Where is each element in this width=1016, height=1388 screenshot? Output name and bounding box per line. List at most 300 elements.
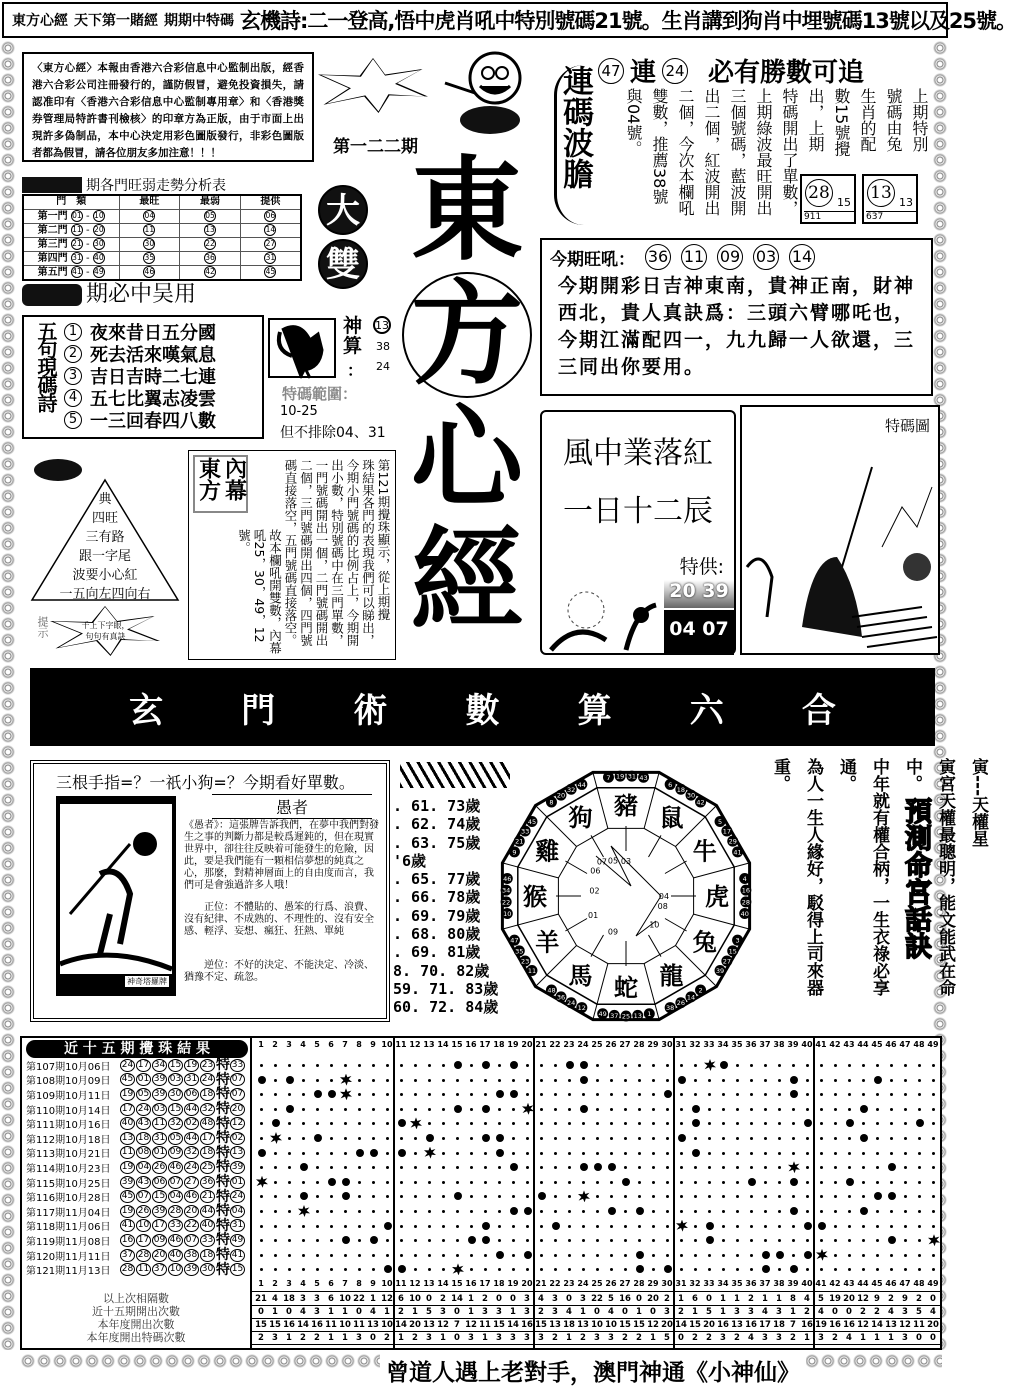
empty-dot bbox=[904, 1225, 907, 1228]
empty-dot bbox=[680, 1239, 683, 1242]
drawn-dot-mark bbox=[804, 1119, 812, 1127]
stat-value: 3 bbox=[524, 1307, 530, 1317]
empty-dot bbox=[568, 1210, 571, 1213]
empty-dot bbox=[498, 1108, 501, 1111]
stat-value: 1 bbox=[692, 1307, 698, 1317]
empty-dot bbox=[904, 1195, 907, 1198]
empty-dot bbox=[610, 1108, 613, 1111]
title-char: 方 bbox=[402, 272, 532, 398]
stat-value: 3 bbox=[496, 1333, 502, 1343]
drawn-dot-mark bbox=[454, 1192, 462, 1200]
empty-dot bbox=[638, 1239, 641, 1242]
empty-dot bbox=[274, 1152, 277, 1155]
line-number: 4 bbox=[64, 389, 82, 407]
empty-dot bbox=[722, 1239, 725, 1242]
lianma-column: 出，上期 bbox=[806, 88, 825, 152]
stat-value: 1 bbox=[776, 1294, 782, 1304]
col-number: 11 bbox=[395, 1040, 407, 1049]
drawn-dot-mark bbox=[524, 1207, 532, 1215]
stat-value: 3 bbox=[776, 1333, 782, 1343]
drawn-dot-mark bbox=[300, 1192, 308, 1200]
number-ball: 13 bbox=[231, 1147, 244, 1158]
stat-value: 1 bbox=[468, 1294, 474, 1304]
empty-dot bbox=[456, 1181, 459, 1184]
door-value bbox=[240, 237, 301, 251]
stat-value: 3 bbox=[594, 1333, 600, 1343]
disclaimer-text: 〈東方心經〉本報由香港六合彩信息中心監制出版，經香港六合彩公司注冊發行的，謹防假冒，避免投資損失，請認准印有〈香港六合彩信息中心監制專用章〉和〈香港獎券管理局特許書刊檢核〉的印章方為正版，由于市面上出現許多偽制品，本中心決定用彩色圖版發行，非彩色圖版者都為假冒，請各位朋友多加注意！！！ bbox=[32, 62, 304, 159]
zodiac-number: 32 bbox=[567, 785, 576, 794]
empty-dot bbox=[918, 1108, 921, 1111]
empty-dot bbox=[904, 1108, 907, 1111]
draw-date: 第108期10月09日 bbox=[26, 1076, 111, 1088]
number-ball: 09 bbox=[717, 244, 743, 270]
empty-dot bbox=[540, 1210, 543, 1213]
number-ball: 17 bbox=[137, 1059, 150, 1070]
empty-dot bbox=[736, 1108, 739, 1111]
col-number: 15 bbox=[451, 1040, 463, 1049]
col-number: 31 bbox=[675, 1040, 687, 1049]
empty-dot bbox=[778, 1152, 781, 1155]
banner bbox=[30, 668, 935, 746]
number-ball: 04 bbox=[169, 1191, 182, 1202]
drawn-dot-mark bbox=[888, 1236, 896, 1244]
card-small-number: 13 bbox=[899, 196, 913, 209]
door-name: 第三門 21 - 30 bbox=[23, 237, 119, 251]
empty-dot bbox=[736, 1093, 739, 1096]
col-number: 22 bbox=[549, 1279, 561, 1288]
empty-dot bbox=[610, 1064, 613, 1067]
card-code: 911 bbox=[804, 211, 854, 222]
stat-value: 9 bbox=[874, 1294, 880, 1304]
col-number: 7 bbox=[342, 1279, 348, 1288]
card-caption: 神奇塔羅牌 bbox=[124, 975, 170, 988]
number-ball: 22 bbox=[185, 1220, 198, 1231]
drawn-dot-mark bbox=[706, 1236, 714, 1244]
empty-dot bbox=[596, 1268, 599, 1271]
number-ball: 46 bbox=[169, 1161, 182, 1172]
drawn-dot-mark bbox=[398, 1119, 406, 1127]
empty-dot bbox=[596, 1225, 599, 1228]
number-ball: 39 bbox=[153, 1205, 166, 1216]
empty-dot bbox=[302, 1079, 305, 1082]
number-ball: 18 bbox=[201, 1147, 214, 1158]
drawn-dot-mark bbox=[538, 1192, 546, 1200]
zodiac-number: 48 bbox=[547, 986, 556, 995]
empty-dot bbox=[470, 1210, 473, 1213]
age-line: . 61. 73歲 bbox=[393, 797, 481, 815]
drawn-dot-mark bbox=[860, 1105, 868, 1113]
empty-dot bbox=[568, 1268, 571, 1271]
empty-dot bbox=[596, 1181, 599, 1184]
empty-dot bbox=[666, 1122, 669, 1125]
empty-dot bbox=[274, 1254, 277, 1257]
door-row bbox=[23, 251, 301, 265]
empty-dot bbox=[330, 1108, 333, 1111]
stat-value: 18 bbox=[283, 1294, 295, 1304]
empty-dot bbox=[372, 1122, 375, 1125]
tarot-title: 三根手指=？一祇小狗=？今期看好單數。 bbox=[56, 773, 355, 792]
col-number: 43 bbox=[843, 1279, 855, 1288]
col-number: 12 bbox=[409, 1040, 421, 1049]
empty-dot bbox=[414, 1093, 417, 1096]
drawn-dot-mark bbox=[510, 1207, 518, 1215]
col-number: 26 bbox=[605, 1040, 617, 1049]
special-star-mark bbox=[410, 1117, 422, 1129]
empty-dot bbox=[694, 1093, 697, 1096]
special-label: 特 bbox=[216, 1188, 230, 1205]
draw-date: 第110期10月14日 bbox=[26, 1105, 111, 1117]
drawn-dot-mark bbox=[258, 1076, 266, 1084]
number-ball: 28 bbox=[121, 1264, 134, 1275]
empty-dot bbox=[848, 1166, 851, 1169]
empty-dot bbox=[358, 1137, 361, 1140]
drawn-dot-mark bbox=[314, 1090, 322, 1098]
empty-dot bbox=[512, 1239, 515, 1242]
empty-dot bbox=[862, 1152, 865, 1155]
drawn-dot-mark bbox=[370, 1236, 378, 1244]
empty-dot bbox=[708, 1181, 711, 1184]
stat-value: 12 bbox=[647, 1320, 659, 1330]
empty-dot bbox=[932, 1210, 935, 1213]
empty-dot bbox=[526, 1181, 529, 1184]
col-number: 19 bbox=[507, 1040, 519, 1049]
age-line: . 65. 77歲 bbox=[393, 870, 481, 889]
col-number: 18 bbox=[493, 1279, 505, 1288]
empty-dot bbox=[708, 1137, 711, 1140]
stat-value: 3 bbox=[720, 1333, 726, 1343]
empty-dot bbox=[316, 1254, 319, 1257]
number-ball: 08 bbox=[137, 1147, 150, 1158]
door-row bbox=[23, 223, 301, 237]
empty-dot bbox=[932, 1268, 935, 1271]
number-ball: 17 bbox=[137, 1234, 150, 1245]
number-ball: 06 bbox=[265, 210, 276, 220]
drawn-dot-mark bbox=[482, 1061, 490, 1069]
col-number: 21 bbox=[535, 1279, 547, 1288]
stat-value: 4 bbox=[300, 1307, 306, 1317]
zodiac-number: 6 bbox=[668, 780, 673, 789]
stat-value: 15 bbox=[633, 1320, 645, 1330]
empty-dot bbox=[512, 1152, 515, 1155]
stat-value: 13 bbox=[731, 1320, 743, 1330]
col-number: 1 bbox=[258, 1279, 264, 1288]
number-ball: 10 bbox=[169, 1264, 182, 1275]
empty-dot bbox=[736, 1254, 739, 1257]
empty-dot bbox=[386, 1093, 389, 1096]
drawn-dot-mark bbox=[664, 1090, 672, 1098]
stat-value: 2 bbox=[538, 1307, 544, 1317]
stat-value: 4 bbox=[608, 1307, 614, 1317]
drawn-dot-mark bbox=[580, 1163, 588, 1171]
stat-value: 20 bbox=[703, 1320, 715, 1330]
draw-date: 第114期10月23日 bbox=[26, 1163, 111, 1175]
empty-dot bbox=[484, 1268, 487, 1271]
empty-dot bbox=[736, 1195, 739, 1198]
empty-dot bbox=[694, 1225, 697, 1228]
special-label: 特 bbox=[216, 1232, 230, 1249]
empty-dot bbox=[862, 1268, 865, 1271]
empty-dot bbox=[582, 1152, 585, 1155]
empty-dot bbox=[932, 1181, 935, 1184]
lianma-headline: 必有勝數可追 bbox=[708, 58, 865, 88]
number-ball: 11 bbox=[153, 1118, 166, 1129]
empty-dot bbox=[554, 1079, 557, 1082]
number-ball: 34 bbox=[153, 1059, 166, 1070]
empty-dot bbox=[596, 1254, 599, 1257]
stat-value: 2 bbox=[258, 1333, 264, 1343]
empty-dot bbox=[806, 1064, 809, 1067]
drawn-dot-mark bbox=[496, 1149, 504, 1157]
empty-dot bbox=[764, 1093, 767, 1096]
col-number: 19 bbox=[507, 1279, 519, 1288]
stat-value: 10 bbox=[605, 1320, 617, 1330]
empty-dot bbox=[778, 1137, 781, 1140]
number-ball: 43 bbox=[137, 1176, 150, 1187]
pyramid-line: 一五向左四向右 bbox=[59, 587, 151, 602]
col-number: 34 bbox=[717, 1040, 729, 1049]
stat-value: 0 bbox=[454, 1333, 460, 1343]
special-star-mark bbox=[704, 1059, 716, 1071]
number-ball: 33 bbox=[169, 1220, 182, 1231]
empty-dot bbox=[316, 1225, 319, 1228]
empty-dot bbox=[904, 1079, 907, 1082]
empty-dot bbox=[540, 1254, 543, 1257]
empty-dot bbox=[722, 1079, 725, 1082]
empty-dot bbox=[666, 1079, 669, 1082]
empty-dot bbox=[932, 1166, 935, 1169]
empty-dot bbox=[610, 1225, 613, 1228]
empty-dot bbox=[330, 1225, 333, 1228]
empty-dot bbox=[414, 1254, 417, 1257]
empty-dot bbox=[778, 1195, 781, 1198]
empty-dot bbox=[568, 1195, 571, 1198]
number-ball: 09 bbox=[153, 1234, 166, 1245]
drawn-dot-mark bbox=[356, 1149, 364, 1157]
stat-value: 2 bbox=[440, 1294, 446, 1304]
stat-value: 2 bbox=[314, 1333, 320, 1343]
empty-dot bbox=[498, 1181, 501, 1184]
stat-value: 2 bbox=[398, 1307, 404, 1317]
empty-dot bbox=[372, 1225, 375, 1228]
empty-dot bbox=[862, 1122, 865, 1125]
stat-value: 3 bbox=[482, 1307, 488, 1317]
number-card bbox=[800, 174, 856, 224]
age-line: 59. 71. 83歲 bbox=[393, 979, 499, 998]
empty-dot bbox=[274, 1181, 277, 1184]
minggong-star: 寅---天權星 bbox=[968, 758, 988, 848]
empty-dot bbox=[778, 1079, 781, 1082]
col-number: 39 bbox=[787, 1279, 799, 1288]
empty-dot bbox=[652, 1152, 655, 1155]
empty-dot bbox=[862, 1254, 865, 1257]
stat-value: 1 bbox=[412, 1307, 418, 1317]
stat-value: 3 bbox=[440, 1307, 446, 1317]
empty-dot bbox=[624, 1152, 627, 1155]
empty-dot bbox=[708, 1195, 711, 1198]
zodiac-number: 18 bbox=[676, 785, 685, 794]
number-ball: 09 bbox=[169, 1147, 182, 1158]
stat-value: 5 bbox=[664, 1333, 670, 1343]
stat-value: 4 bbox=[566, 1307, 572, 1317]
empty-dot bbox=[260, 1254, 263, 1257]
empty-dot bbox=[428, 1064, 431, 1067]
drawn-dot-mark bbox=[678, 1076, 686, 1084]
empty-dot bbox=[834, 1225, 837, 1228]
footer-slogan: 曾道人遇上老對手，澳門神通《小神仙》 bbox=[380, 1354, 806, 1387]
stat-value: 2 bbox=[790, 1333, 796, 1343]
col-number: 32 bbox=[689, 1040, 701, 1049]
door-value bbox=[240, 265, 301, 280]
tarot-paragraph: 逆位：不好的決定、不能決定、冷淡、猶豫不定、疏忽。 bbox=[184, 960, 374, 983]
number-ball: 24 bbox=[121, 1059, 134, 1070]
number-ball: 49 bbox=[94, 266, 104, 276]
empty-dot bbox=[274, 1166, 277, 1169]
empty-dot bbox=[820, 1122, 823, 1125]
empty-dot bbox=[344, 1225, 347, 1228]
empty-dot bbox=[260, 1166, 263, 1169]
special-label: 特 bbox=[216, 1247, 230, 1264]
empty-dot bbox=[302, 1108, 305, 1111]
empty-dot bbox=[624, 1268, 627, 1271]
empty-dot bbox=[428, 1210, 431, 1213]
col-header: 最旺 bbox=[119, 195, 180, 209]
empty-dot bbox=[554, 1210, 557, 1213]
empty-dot bbox=[890, 1079, 893, 1082]
empty-dot bbox=[736, 1210, 739, 1213]
number-ball: 11 bbox=[144, 224, 155, 234]
neimu-column: 今期小門號碼的比例占上，今期開 bbox=[345, 459, 360, 647]
empty-dot bbox=[694, 1079, 697, 1082]
empty-dot bbox=[428, 1079, 431, 1082]
empty-dot bbox=[862, 1225, 865, 1228]
col-number: 22 bbox=[549, 1040, 561, 1049]
empty-dot bbox=[316, 1108, 319, 1111]
special-label: 特 bbox=[216, 1071, 230, 1088]
col-number: 42 bbox=[829, 1040, 841, 1049]
header-bar bbox=[2, 2, 1016, 38]
empty-dot bbox=[876, 1210, 879, 1213]
door-label: 第三門 bbox=[37, 238, 68, 250]
empty-dot bbox=[330, 1195, 333, 1198]
special-star-mark bbox=[298, 1205, 310, 1217]
empty-dot bbox=[386, 1210, 389, 1213]
empty-dot bbox=[638, 1079, 641, 1082]
zodiac-number: 34 bbox=[502, 886, 511, 895]
stat-value: 3 bbox=[776, 1307, 782, 1317]
empty-dot bbox=[554, 1239, 557, 1242]
zodiac-animal: 豬 bbox=[614, 792, 638, 820]
empty-dot bbox=[568, 1254, 571, 1257]
empty-dot bbox=[470, 1195, 473, 1198]
lianma-column: 出二個，紅波開出 bbox=[702, 88, 721, 216]
door-footer-row bbox=[22, 282, 196, 308]
stat-value: 1 bbox=[384, 1307, 390, 1317]
empty-dot bbox=[288, 1268, 291, 1271]
col-number: 46 bbox=[885, 1040, 897, 1049]
inner-label: 04 bbox=[658, 892, 670, 901]
empty-dot bbox=[260, 1137, 263, 1140]
zodiac-number: 9 bbox=[512, 848, 517, 857]
stat-value: 0 bbox=[678, 1333, 684, 1343]
empty-dot bbox=[470, 1152, 473, 1155]
number-ball: 13 bbox=[867, 179, 895, 207]
zodiac-number: 25 bbox=[621, 1012, 631, 1021]
empty-dot bbox=[596, 1137, 599, 1140]
empty-dot bbox=[442, 1137, 445, 1140]
empty-dot bbox=[400, 1064, 403, 1067]
drawn-dot-mark bbox=[328, 1090, 336, 1098]
empty-dot bbox=[736, 1122, 739, 1125]
stat-value: 5 bbox=[706, 1307, 712, 1317]
number-ball: 20 bbox=[231, 1103, 244, 1114]
empty-dot bbox=[666, 1195, 669, 1198]
stat-value: 10 bbox=[339, 1294, 351, 1304]
empty-dot bbox=[386, 1108, 389, 1111]
empty-dot bbox=[722, 1166, 725, 1169]
empty-dot bbox=[302, 1254, 305, 1257]
draw-date: 第111期10月16日 bbox=[26, 1120, 111, 1132]
stat-value: 20 bbox=[647, 1294, 659, 1304]
zodiac-animal: 龍 bbox=[659, 961, 684, 990]
empty-dot bbox=[918, 1210, 921, 1213]
neimu-title-char: 內幕 bbox=[221, 457, 247, 501]
stat-value: 20 bbox=[661, 1320, 673, 1330]
neimu-column: 一門號碼開出一個，二門號碼開出 bbox=[314, 459, 329, 647]
col-number: 32 bbox=[689, 1279, 701, 1288]
empty-dot bbox=[554, 1195, 557, 1198]
empty-dot bbox=[638, 1137, 641, 1140]
empty-dot bbox=[358, 1166, 361, 1169]
empty-dot bbox=[554, 1122, 557, 1125]
empty-dot bbox=[652, 1268, 655, 1271]
empty-dot bbox=[890, 1254, 893, 1257]
empty-dot bbox=[708, 1210, 711, 1213]
draw-row bbox=[26, 1146, 245, 1161]
empty-dot bbox=[288, 1225, 291, 1228]
empty-dot bbox=[358, 1210, 361, 1213]
col-number: 37 bbox=[759, 1279, 771, 1288]
empty-dot bbox=[750, 1268, 753, 1271]
empty-dot bbox=[386, 1137, 389, 1140]
door-name: 第二門 11 - 20 bbox=[23, 223, 119, 237]
stat-value: 1 bbox=[482, 1333, 488, 1343]
draw-date: 第116期10月28日 bbox=[26, 1193, 111, 1205]
zodiac-number: 23 bbox=[520, 957, 530, 966]
empty-dot bbox=[764, 1108, 767, 1111]
empty-dot bbox=[932, 1195, 935, 1198]
drawn-dot-mark bbox=[342, 1236, 350, 1244]
disclaimer-box bbox=[22, 52, 314, 162]
empty-dot bbox=[568, 1079, 571, 1082]
col-number: 45 bbox=[871, 1040, 883, 1049]
empty-dot bbox=[470, 1166, 473, 1169]
empty-dot bbox=[624, 1166, 627, 1169]
drawn-dot-mark bbox=[258, 1149, 266, 1157]
number-ball: 45 bbox=[265, 266, 276, 276]
drawn-dot-mark bbox=[510, 1163, 518, 1171]
drawn-dot-mark bbox=[510, 1090, 518, 1098]
stat-value: 2 bbox=[804, 1307, 810, 1317]
tema-picture-box bbox=[740, 405, 940, 655]
stat-value: 16 bbox=[745, 1320, 757, 1330]
col-number: 41 bbox=[815, 1040, 827, 1049]
empty-dot bbox=[512, 1122, 515, 1125]
empty-dot bbox=[498, 1122, 501, 1125]
door-value bbox=[119, 223, 180, 237]
poem-line bbox=[64, 387, 216, 409]
empty-dot bbox=[358, 1254, 361, 1257]
drawn-dot-mark bbox=[846, 1119, 854, 1127]
